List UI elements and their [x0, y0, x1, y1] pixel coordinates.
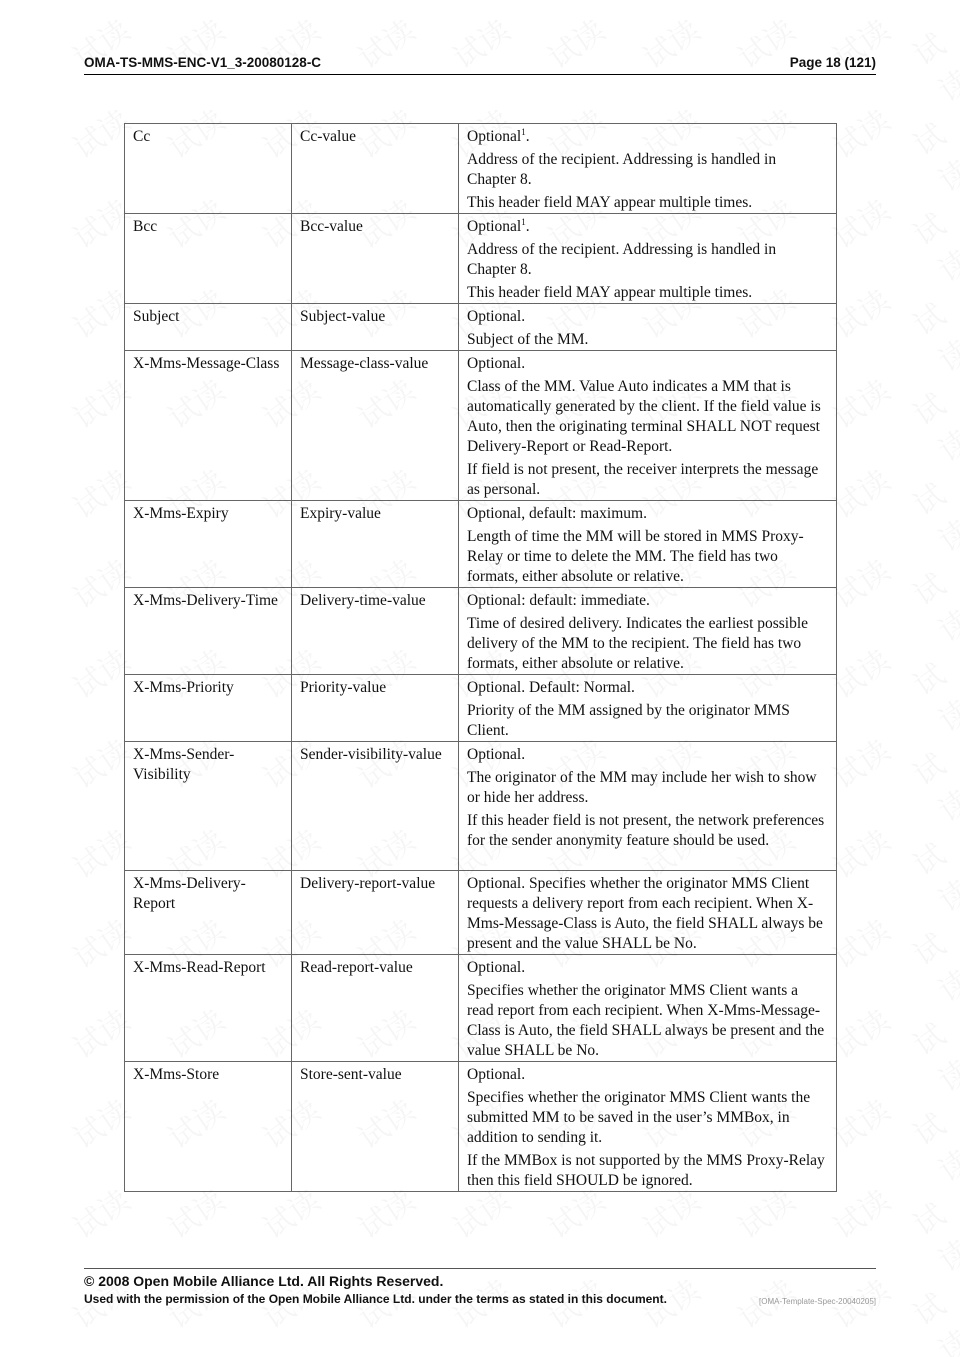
description-paragraph — [467, 958, 828, 978]
description-paragraph — [467, 377, 828, 457]
field-name: X-Mms-Message-Class — [125, 351, 292, 501]
description-paragraph — [467, 1151, 828, 1191]
paragraph-text: Length of time the MM will be stored in MMS Proxy-Relay or time to delete the MM. The field has two formats, either absolute or relative. — [467, 528, 804, 585]
paragraph-text: Optional. — [467, 746, 526, 763]
paragraph-text: The originator of the MM may include her wish to show or hide her address. — [467, 769, 817, 806]
paragraph-text: Class of the MM. Value Auto indicates a MM that is automatically generated by the client. If the field value is Auto, then the originating terminal SHALL NOT request Delivery-Report or Read-Report. — [467, 378, 821, 455]
paragraph-text: Optional: default: immediate. — [467, 592, 650, 609]
paragraph-text: Specifies whether the originator MMS Client wants a read report from each recipient. When X-Mms-Message-Class is Auto, the field SHALL always be present and the value SHALL be No. — [467, 982, 825, 1059]
description-paragraph — [467, 745, 828, 765]
paragraph-text: Optional. — [467, 308, 526, 325]
paragraph-text: Optional. Specifies whether the originator MMS Client requests a delivery report from each recipient. When X-Mms-Message-Class is Auto, the field SHALL always be present and the value SHALL be No. — [467, 875, 823, 952]
field-name: X-Mms-Delivery-Report — [125, 871, 292, 955]
description-paragraph — [467, 240, 828, 280]
field-name: Bcc — [125, 214, 292, 304]
table-row — [125, 675, 837, 742]
paragraph-text: If the MMBox is not supported by the MMS Proxy-Relay then this field SHOULD be ignored. — [467, 1152, 825, 1189]
description-paragraph — [467, 283, 828, 303]
field-value: Cc-value — [292, 124, 459, 214]
field-description — [459, 124, 837, 214]
field-description — [459, 501, 837, 588]
field-description — [459, 955, 837, 1062]
template-id: [OMA-Template-Spec-20040205] — [759, 1297, 876, 1306]
usage-notice: Used with the permission of the Open Mobile Alliance Ltd. under the terms as stated in this document. — [84, 1292, 667, 1306]
watermark — [903, 648, 960, 740]
description-paragraph — [467, 460, 828, 500]
description-paragraph — [467, 874, 828, 954]
field-value: Delivery-time-value — [292, 588, 459, 675]
field-value: Expiry-value — [292, 501, 459, 588]
paragraph-text: If field is not present, the receiver interprets the message as personal. — [467, 461, 819, 498]
copyright: © 2008 Open Mobile Alliance Ltd. All Rights Reserved. — [84, 1273, 444, 1289]
table-row — [125, 304, 837, 351]
paragraph-text: This header field MAY appear multiple times. — [467, 194, 753, 211]
description-paragraph — [467, 768, 828, 808]
field-name: Subject — [125, 304, 292, 351]
description-paragraph — [467, 330, 828, 350]
table-row — [125, 1062, 837, 1192]
field-name: X-Mms-Priority — [125, 675, 292, 742]
watermark — [903, 1188, 960, 1280]
paragraph-text: This header field MAY appear multiple times. — [467, 284, 753, 301]
watermark — [903, 108, 960, 200]
field-name: X-Mms-Delivery-Time — [125, 588, 292, 675]
header-fields-table — [124, 123, 837, 1192]
watermark — [903, 558, 960, 650]
field-name: X-Mms-Sender-Visibility — [125, 742, 292, 871]
punctuation: . — [525, 218, 530, 235]
field-description — [459, 675, 837, 742]
field-value: Subject-value — [292, 304, 459, 351]
table-row — [125, 501, 837, 588]
field-value: Delivery-report-value — [292, 871, 459, 955]
description-paragraph — [467, 981, 828, 1061]
description-paragraph — [467, 701, 828, 741]
description-paragraph — [467, 307, 828, 327]
table-row — [125, 214, 837, 304]
field-description — [459, 304, 837, 351]
description-paragraph — [467, 354, 828, 374]
footnote-ref: 1 — [521, 217, 526, 227]
field-description — [459, 351, 837, 501]
field-description — [459, 742, 837, 871]
footnote-ref: 1 — [521, 127, 526, 137]
description-paragraph — [467, 193, 828, 213]
description-paragraph — [467, 504, 828, 524]
watermark — [903, 1098, 960, 1190]
table-row — [125, 588, 837, 675]
description-paragraph — [467, 1065, 828, 1085]
paragraph-text: Optional — [467, 128, 522, 145]
paragraph-text: Specifies whether the originator MMS Client wants the submitted MM to be saved in the user’s MMBox, in addition to sending it. — [467, 1089, 811, 1146]
table-row — [125, 871, 837, 955]
watermark — [903, 1008, 960, 1100]
paragraph-text: Subject of the MM. — [467, 331, 589, 348]
field-value: Priority-value — [292, 675, 459, 742]
document-id: OMA-TS-MMS-ENC-V1_3-20080128-C — [84, 55, 322, 70]
description-paragraph — [467, 614, 828, 674]
description-paragraph — [467, 678, 828, 698]
field-value: Message-class-value — [292, 351, 459, 501]
description-paragraph — [467, 150, 828, 190]
watermark — [903, 828, 960, 920]
description-paragraph — [467, 591, 828, 611]
field-value: Store-sent-value — [292, 1062, 459, 1192]
field-value: Bcc-value — [292, 214, 459, 304]
watermark — [903, 468, 960, 560]
watermark — [903, 918, 960, 1010]
field-description — [459, 1062, 837, 1192]
field-description — [459, 871, 837, 955]
watermark — [903, 738, 960, 830]
table-row — [125, 742, 837, 871]
watermark — [903, 378, 960, 470]
field-name: X-Mms-Expiry — [125, 501, 292, 588]
field-description — [459, 588, 837, 675]
paragraph-text: Time of desired delivery. Indicates the earliest possible delivery of the MM to the recipient. The field has two formats, either absolute or relative. — [467, 615, 809, 672]
field-name: X-Mms-Read-Report — [125, 955, 292, 1062]
paragraph-text: Optional, default: maximum. — [467, 505, 647, 522]
field-value: Read-report-value — [292, 955, 459, 1062]
page-number: Page 18 (121) — [789, 55, 876, 70]
paragraph-text: Priority of the MM assigned by the originator MMS Client. — [467, 702, 790, 739]
page-footer — [84, 1268, 876, 1306]
description-paragraph — [467, 217, 828, 237]
field-value: Sender-visibility-value — [292, 742, 459, 871]
watermark — [903, 1278, 960, 1357]
field-name: X-Mms-Store — [125, 1062, 292, 1192]
paragraph-text: Optional. — [467, 959, 526, 976]
table-row — [125, 955, 837, 1062]
paragraph-text: Optional — [467, 218, 522, 235]
punctuation: . — [525, 128, 530, 145]
paragraph-text: Optional. Default: Normal. — [467, 679, 635, 696]
paragraph-text: Address of the recipient. Addressing is handled in Chapter 8. — [467, 241, 777, 278]
table-row — [125, 124, 837, 214]
description-paragraph — [467, 527, 828, 587]
watermark — [903, 18, 960, 110]
description-paragraph — [467, 1088, 828, 1148]
paragraph-text: Address of the recipient. Addressing is handled in Chapter 8. — [467, 151, 777, 188]
paragraph-text: Optional. — [467, 1066, 526, 1083]
page-header — [84, 54, 876, 75]
description-paragraph — [467, 127, 828, 147]
paragraph-text: Optional. — [467, 355, 526, 372]
watermark — [903, 198, 960, 290]
field-name: Cc — [125, 124, 292, 214]
field-description — [459, 214, 837, 304]
watermark — [903, 288, 960, 380]
table-row — [125, 351, 837, 501]
description-paragraph — [467, 811, 828, 851]
paragraph-text: If this header field is not present, the network preferences for the sender anonymity feature should be used. — [467, 812, 825, 849]
